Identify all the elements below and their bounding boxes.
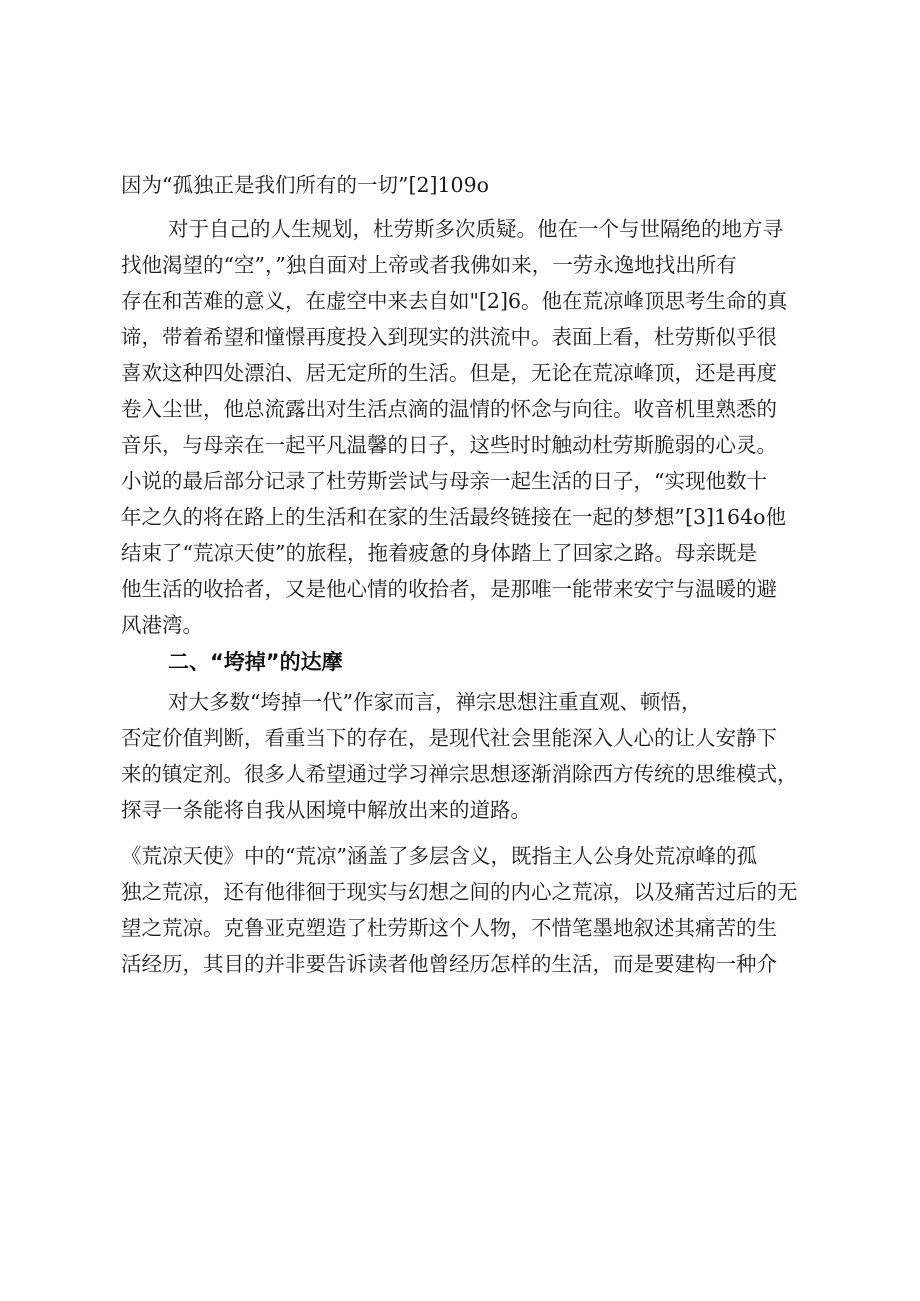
text-line: 他生活的收拾者，又是他心情的收拾者，是那唯一能带来安宁与温暖的避 (121, 577, 777, 601)
section-heading: 二、“垮掉”的达摩 (168, 650, 343, 674)
text-line: 找他渴望的“空”，”独自面对上帝或者我佛如来，一劳永逸地找出所有 (121, 253, 737, 277)
text-line: 谛，带着希望和憧憬再度投入到现实的洪流中。表面上看，杜劳斯似乎很 (121, 325, 777, 349)
text-line: 卷入尘世，他总流露出对生活点滴的温情的怀念与向往。收音机里熟悉的 (121, 397, 777, 421)
text-line: 因为“孤独正是我们所有的一切”[2]109o (121, 173, 489, 197)
text-line: 独之荒凉，还有他徘徊于现实与幻想之间的内心之荒凉，以及痛苦过后的无 (121, 880, 798, 904)
text-line: 年之久的将在路上的生活和在家的生活最终链接在一起的梦想”[3]164o他 (121, 505, 786, 529)
text-line: 喜欢这种四处漂泊、居无定所的生活。但是，无论在荒凉峰顶，还是再度 (121, 361, 777, 385)
text-line: 存在和苦难的意义，在虚空中来去自如"[2]6。他在荒凉峰顶思考生命的真 (121, 289, 788, 313)
text-line: 小说的最后部分记录了杜劳斯尝试与母亲一起生活的日子，“实现他数十 (121, 469, 767, 493)
text-line: 对于自己的人生规划，杜劳斯多次质疑。他在一个与世隔绝的地方寻 (168, 217, 783, 241)
text-line: 活经历，其目的并非要告诉读者他曾经历怎样的生活，而是要建构一种介 (121, 952, 777, 976)
text-line: 否定价值判断，看重当下的存在，是现代社会里能深入人心的让人安静下 (121, 726, 777, 750)
text-line: 对大多数“垮掉一代”作家而言，禅宗思想注重直观、顿悟， (168, 690, 702, 714)
text-line: 风港湾。 (121, 613, 203, 637)
text-line: 《荒凉天使》中的“荒凉”涵盖了多层含义，既指主人公身处荒凉峰的孤 (121, 844, 757, 868)
text-line: 来的镇定剂。很多人希望通过学习禅宗思想逐渐消除西方传统的思维模式， (121, 762, 798, 786)
text-line: 探寻一条能将自我从困境中解放出来的道路。 (121, 798, 531, 822)
text-line: 望之荒凉。克鲁亚克塑造了杜劳斯这个人物，不惜笔墨地叙述其痛苦的生 (121, 916, 777, 940)
text-line: 音乐，与母亲在一起平凡温馨的日子，这些时时触动杜劳斯脆弱的心灵。 (121, 433, 777, 457)
text-line: 结束了“荒凉天使”的旅程，拖着疲惫的身体踏上了回家之路。母亲既是 (121, 541, 757, 565)
